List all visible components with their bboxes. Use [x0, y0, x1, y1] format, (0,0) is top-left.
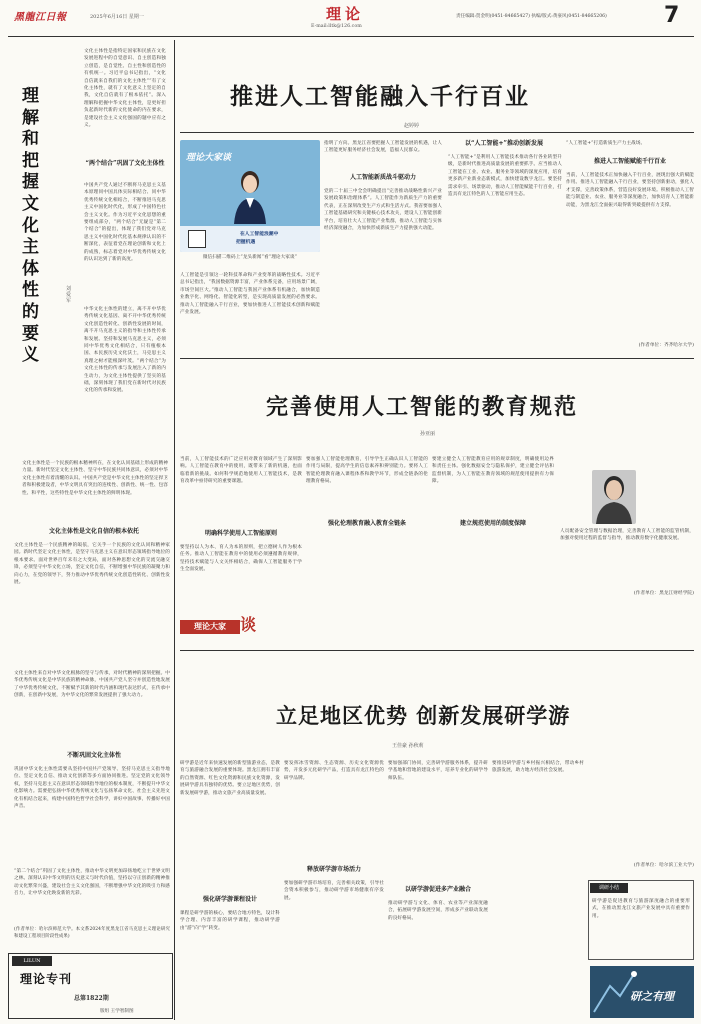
left-para-7: “第二个结合”巩固了文化主体性，推动中华文明更加昂扬地屹立于世界文明之林。深刻认识中华文明的历史意义与时代价值，坚持以守正创新的精神推动文化繁荣兴盛，建设社会主义文化强国，不断增强中华文化的吸引力和感召力，让中华文化焕发新的光彩。: [14, 869, 170, 897]
mid-rule-top: [180, 358, 694, 359]
qr-code: [188, 230, 206, 248]
mid-col-4: 人员配备安全管理与数据治理，完善教育人工智能的监管机制，加强对使用过程的监督与指导，推动教育数字化健康发展。: [560, 529, 694, 542]
editor-credits: 责任编辑:贺金明(0451-84665427) 执编/版式:黄豪风(0451-84665206): [456, 14, 607, 19]
survey-text: 研学游是促进教育与旅游深度融合的重要形式，在推动黑龙江文旅产业发展中具有重要作用。: [592, 899, 690, 919]
mid-col-3: 要建立健全人工智能教育应用的规章制度，明确使用边界和责任主体。强化数据安全与隐私保护，建立健全评估和监督机制，为人工智能在教育领域的规范使用提供有力保障。: [432, 457, 554, 485]
left-article-byline: 刘爱军: [66, 286, 72, 304]
left-subhead-1: “两个结合”巩固了文化主体性: [85, 160, 165, 167]
left-para-6: 巩固中华文化主体性需要从坚持中国共产党领导、坚持马克思主义指导地位、坚定文化自信、推动文化创新等多方面协同推进。坚定党的文化领导权，坚持马克思主义在意识形态领域指导地位的根本制度，不断提升中华文化影响力。需要把弘扬中华优秀传统文化与弘扬革命文化、社会主义先进文化有机结合起来，构建中国特色哲学社会科学，讲好中国故事、传播好中国声音。: [14, 767, 170, 810]
lilun-name: 理论专刊: [20, 972, 73, 986]
bottom-subhead-1: 强化研学游课程设计: [202, 896, 257, 903]
left-para-5: 文化主体性来自对中华文化根脉的坚守与传承，对时代精神的深刻把握。中华优秀传统文化是中华民族的精神命脉，中国共产党人坚守并创造性地发展了中华优秀传统文化，不断赋予其新的时代内涵和现代表达形式，在传承中创新，在创新中发展，为中华文化的繁荣发展提供了强大动力。: [14, 671, 170, 699]
mid-col-2: 要加强人工智能伦理教育，引导学生正确认识人工智能的作用与局限，提高学生的信息素养和辨别能力。要将人工智能伦理教育融入课程体系和教学环节，形成全链条的伦理教育格局。: [306, 457, 428, 485]
column-divider: [174, 40, 175, 1020]
left-article-title: 理解和把握文化主体性的要义: [22, 86, 39, 366]
scan-caption: 微信扫描二维码上“龙头新闻”看“理论大家谈”: [202, 255, 298, 260]
issue-date: 2025年6月16日 星期一: [90, 14, 144, 20]
top-footnote: (作者单位：齐齐哈尔大学): [638, 343, 694, 348]
top-subhead-2: 以“人工智能+”推动创新发展: [465, 140, 543, 147]
lilun-issue: 总第1822期: [74, 995, 109, 1002]
lilun-tag: LILUN: [12, 956, 52, 966]
top-subhead-3: 推进人工智能赋能千行百业: [593, 158, 666, 165]
mid-article-title: 完善使用人工智能的教育规范: [266, 395, 579, 420]
survey-tag: 调研小结: [590, 883, 628, 893]
article-illustration: [180, 140, 320, 252]
bottom-subhead-3: 以研学游促进多产业融合: [404, 886, 471, 893]
bottom-subhead-2: 释放研学游市场活力: [306, 866, 361, 873]
left-subhead-2: 文化主体性是文化自信的根本依托: [48, 528, 139, 535]
left-para-4: 文化主体性是一个民族精神的皈依，它关乎一个民族的文化认同和精神家园。新时代坚定文化主体性，是坚守马克思主义在意识形态领域指导地位的根本要求。面对世界百年未有之大变局，面对各种思想文化的交流交融交锋，必须坚守中华文化立场，坚定文化自信，不断增强中华民族的凝聚力和向心力，在党的领导下，努力推动中华优秀传统文化创造性转化、创新性发展。: [14, 543, 170, 586]
mid-rule-bottom: [180, 650, 694, 651]
mid-col-1: 当前，人工智能技术的广泛应用对教育领域产生了深刻影响。人工智能在教育中的使用，既带来了新的机遇，也面临着新的挑战。如何科学规范地使用人工智能技术，是教育改革中亟待研究的重要课题。: [180, 457, 302, 485]
top-col-2b: 党的二十届三中全会明确提出“完善推动战略性新兴产业发展政策和治理体系”。人工智能作为新质生产力的重要代表，正在深刻改变生产方式和生活方式。我省要加强人工智能基础研究和关键核心技术攻关，建设人工智能创新平台，培育壮大人工智能产业集群，推动人工智能与实体经济深度融合，为加快形成新质生产力提供强大动能。: [324, 189, 442, 232]
bottom-footnote: (作者单位：哈尔滨工业大学): [633, 863, 694, 868]
top-col-4a: “人工智能+”打造新质生产力主战场。: [566, 141, 646, 146]
bottom-col-3: 要加强部门协同，完善研学游服务体系，提升研学基地和营地的建设水平，培养专业化的研学导师队伍。: [388, 761, 488, 781]
bottom-col-1: 研学游是近年来快速发展的新型旅游业态，是教育与旅游融合发展的重要体现。黑龙江拥有丰富的自然资源、红色文化资源和民族文化资源，发展研学游具有独特的优势。要立足地区优势，创新发展研学游，推动文旅产业高质量发展。: [180, 761, 280, 796]
illustration-band: [180, 226, 320, 252]
mid-article-byline: 孙亚丽: [420, 431, 436, 437]
bottom-article-byline: 王佳豪 孙秋莉: [392, 743, 424, 749]
masthead-rule: [8, 36, 694, 37]
section-title: 理论: [326, 5, 365, 23]
top-col-2: 指明了方向。黑龙江省要把握人工智能发展的机遇，让人工智能更好服务经济社会发展，造福人民群众。: [324, 141, 442, 154]
left-footnote: (作者单位：哈尔滨师范大学。本文系2024年度黑龙江省马克思主义理论研究和建设工程项目阶段性成果): [14, 927, 170, 940]
top-col-1: 人工智能是引领这一轮科技革命和产业变革的战略性技术。习近平总书记指出，“我国数据资源丰富，产业体系完备，应用场景广阔，市场空间巨大。”推动人工智能与我国产业体系有机融合，加快制造业数字化、网络化、智能化转型，是实现高质量发展的必然要求。推动人工智能融入千行百业，要加快推进人工智能技术创新和赋能产业发展。: [180, 273, 320, 316]
newspaper-brand: 黑龍江日報: [14, 12, 67, 23]
banner-du: 谈: [240, 615, 257, 634]
top-article-title: 推进人工智能融入千行百业: [230, 84, 530, 110]
top-col-4: 当前，人工智能技术正加快融入千行百业，展现出强大的赋能作用。推进人工智能融入千行百业，要坚持创新驱动，强化人才支撑，完善政策体系，营造良好发展环境。积极推动人工智能与制造业、农业、服务业等深度融合，加快培育人工智能新动能，为黑龙江全面振兴取得新突破提供有力支撑。: [566, 173, 694, 208]
mid-col-1b: 要坚持以人为本、育人为本的原则，把立德树人作为根本任务。推动人工智能在教育中的使用必须遵循教育规律，坚持技术赋能与人文关怀相结合，确保人工智能服务于学生全面发展。: [180, 545, 302, 573]
top-article-byline: 赵婷婷: [404, 123, 420, 129]
left-para-2: 中华文化主体性的建立，离不开中华优秀传统文化基因、离不开中华优秀传统文化创造性转化、创新性发展的时间，离不开马克思主义的指导和主体性传承和发展。坚持和发展马克思主义，必须同中华优秀文化相结合，只有植根本国、本民族历史文化沃土，马克思主义真理之树才能根深叶茂。“两个结合”为文化主体性的传承与发展注入了新的内生动力，为文化主体性提供了坚实的基础，深刻体现了我们党在新时代对民族文化的传承和发展。: [84, 307, 166, 394]
illustration-caption-1: 在人工智能浪潮中: [240, 231, 279, 237]
bottom-article-title: 立足地区优势 创新发展研学游: [276, 704, 571, 728]
bottom-col-2b: 要加强研学游市场培育，完善相关政策，引导社会资本积极参与，推动研学游市场健康有序发展。: [284, 881, 384, 901]
top-subhead-1: 人工智能新质战斗驱动力: [349, 174, 416, 181]
bottom-col-1b: 课程是研学游的核心，要结合地方特色，设计科学合理、内容丰富的研学课程，推动研学游由“游”向“学”转变。: [180, 911, 280, 931]
illustration-title: 理论大家谈: [186, 153, 232, 163]
bottom-col-4: 要推进研学游与乡村振兴相结合，带动乡村旅游发展，助力地方经济社会发展。: [492, 761, 584, 774]
bottom-col-2: 要发挥冰雪资源、生态资源、历史文化资源优势，开发多元化研学产品，打造具有龙江特色的研学品牌。: [284, 761, 384, 781]
lilun-editor: 版组 王学智制图: [100, 1009, 134, 1014]
mid-subhead-2: 强化伦理教育融入教育全链条: [327, 520, 406, 527]
left-para-1: 中国共产党人通过不断将马克思主义基本原理同中国具体实际相结合、同中华优秀传统文化相结合，不断推进马克思主义中国化时代化，形成了中国特色社会主义文化。作为习近平文化思想的重要组成部分，“两个结合”无疑是“第二个结合”的提出，体现了我们党对马克思主义中国化时代化基本规律认识的不断深化，表征着党在理论创新和文化上的成熟，标志着党对中华优秀传统文化的认识达到了新的高度。: [84, 183, 166, 263]
author-photo: [592, 470, 636, 524]
left-para-3: 文化主体性是一个民族的根本精神所在，在文化认同基础上形成的精神力量。新时代坚定文化主体性、坚守中华民族共同体意识，必须对中华文化主体性有着清醒的认识。中国共产党是中华文化主体性的坚定捍卫者和积极建设者，中华文明具有突出的连续性、创新性、统一性、包容性、和平性，这些特性是中华文化主体性的鲜明体现。: [22, 461, 168, 496]
bottom-col-3b: 推动研学游与文化、体育、农业等产业深度融合，拓展研学游发展空间，形成多产业联动发展的良好格局。: [388, 901, 488, 921]
page-number: 7: [664, 3, 680, 28]
section-email: E-mail:lltk@126.com: [311, 24, 362, 29]
top-rule: [180, 132, 694, 133]
bottom-col-5: [588, 760, 694, 872]
illustration-caption-2: 把握机遇: [236, 239, 256, 245]
coda-text: 研之有理: [630, 990, 674, 1003]
left-intro: 文化主体性是指特定国家和民族在文化发展进程中的自觉意识、自主创造和独立创造，是自觉性、自主性和创造性的有机统一。习近平总书记指出，“文化自信就来自我们的文化主体性”“有了文化主体性，就有了文化意义上坚定的自我，文化自信就有了根本依托”。深入理解和把握中华文化主体性，是更好担负起新时代新的文化使命的内在要求，是建设社会主义文化强国的题中应有之义。: [84, 49, 166, 129]
banner-lilun-dajia: 理论大家: [180, 620, 240, 634]
mid-subhead-3: 建立规范使用的制度保障: [459, 520, 526, 527]
coda-graphic: [590, 966, 694, 1018]
top-col-3: “人工智能+”是利用人工智能技术推动各行各业转型升级，是新时代推进高质量发展的重要抓手。应当推动人工智能在工业、农业、服务业等领域的深度应用，培育更多新产业新业态新模式，加快建设数字龙江。要坚持需求牵引、场景驱动，推动人工智能赋能千行百业，打造具有龙江特色的人工智能应用生态。: [448, 155, 562, 198]
mid-subhead-1: 明确科学使用人工智能原则: [204, 530, 277, 537]
mid-footnote: (作者单位：黑龙江财经学院): [633, 591, 694, 596]
left-subhead-3: 不断巩固文化主体性: [66, 752, 121, 759]
speaker-portrait: [230, 168, 270, 224]
